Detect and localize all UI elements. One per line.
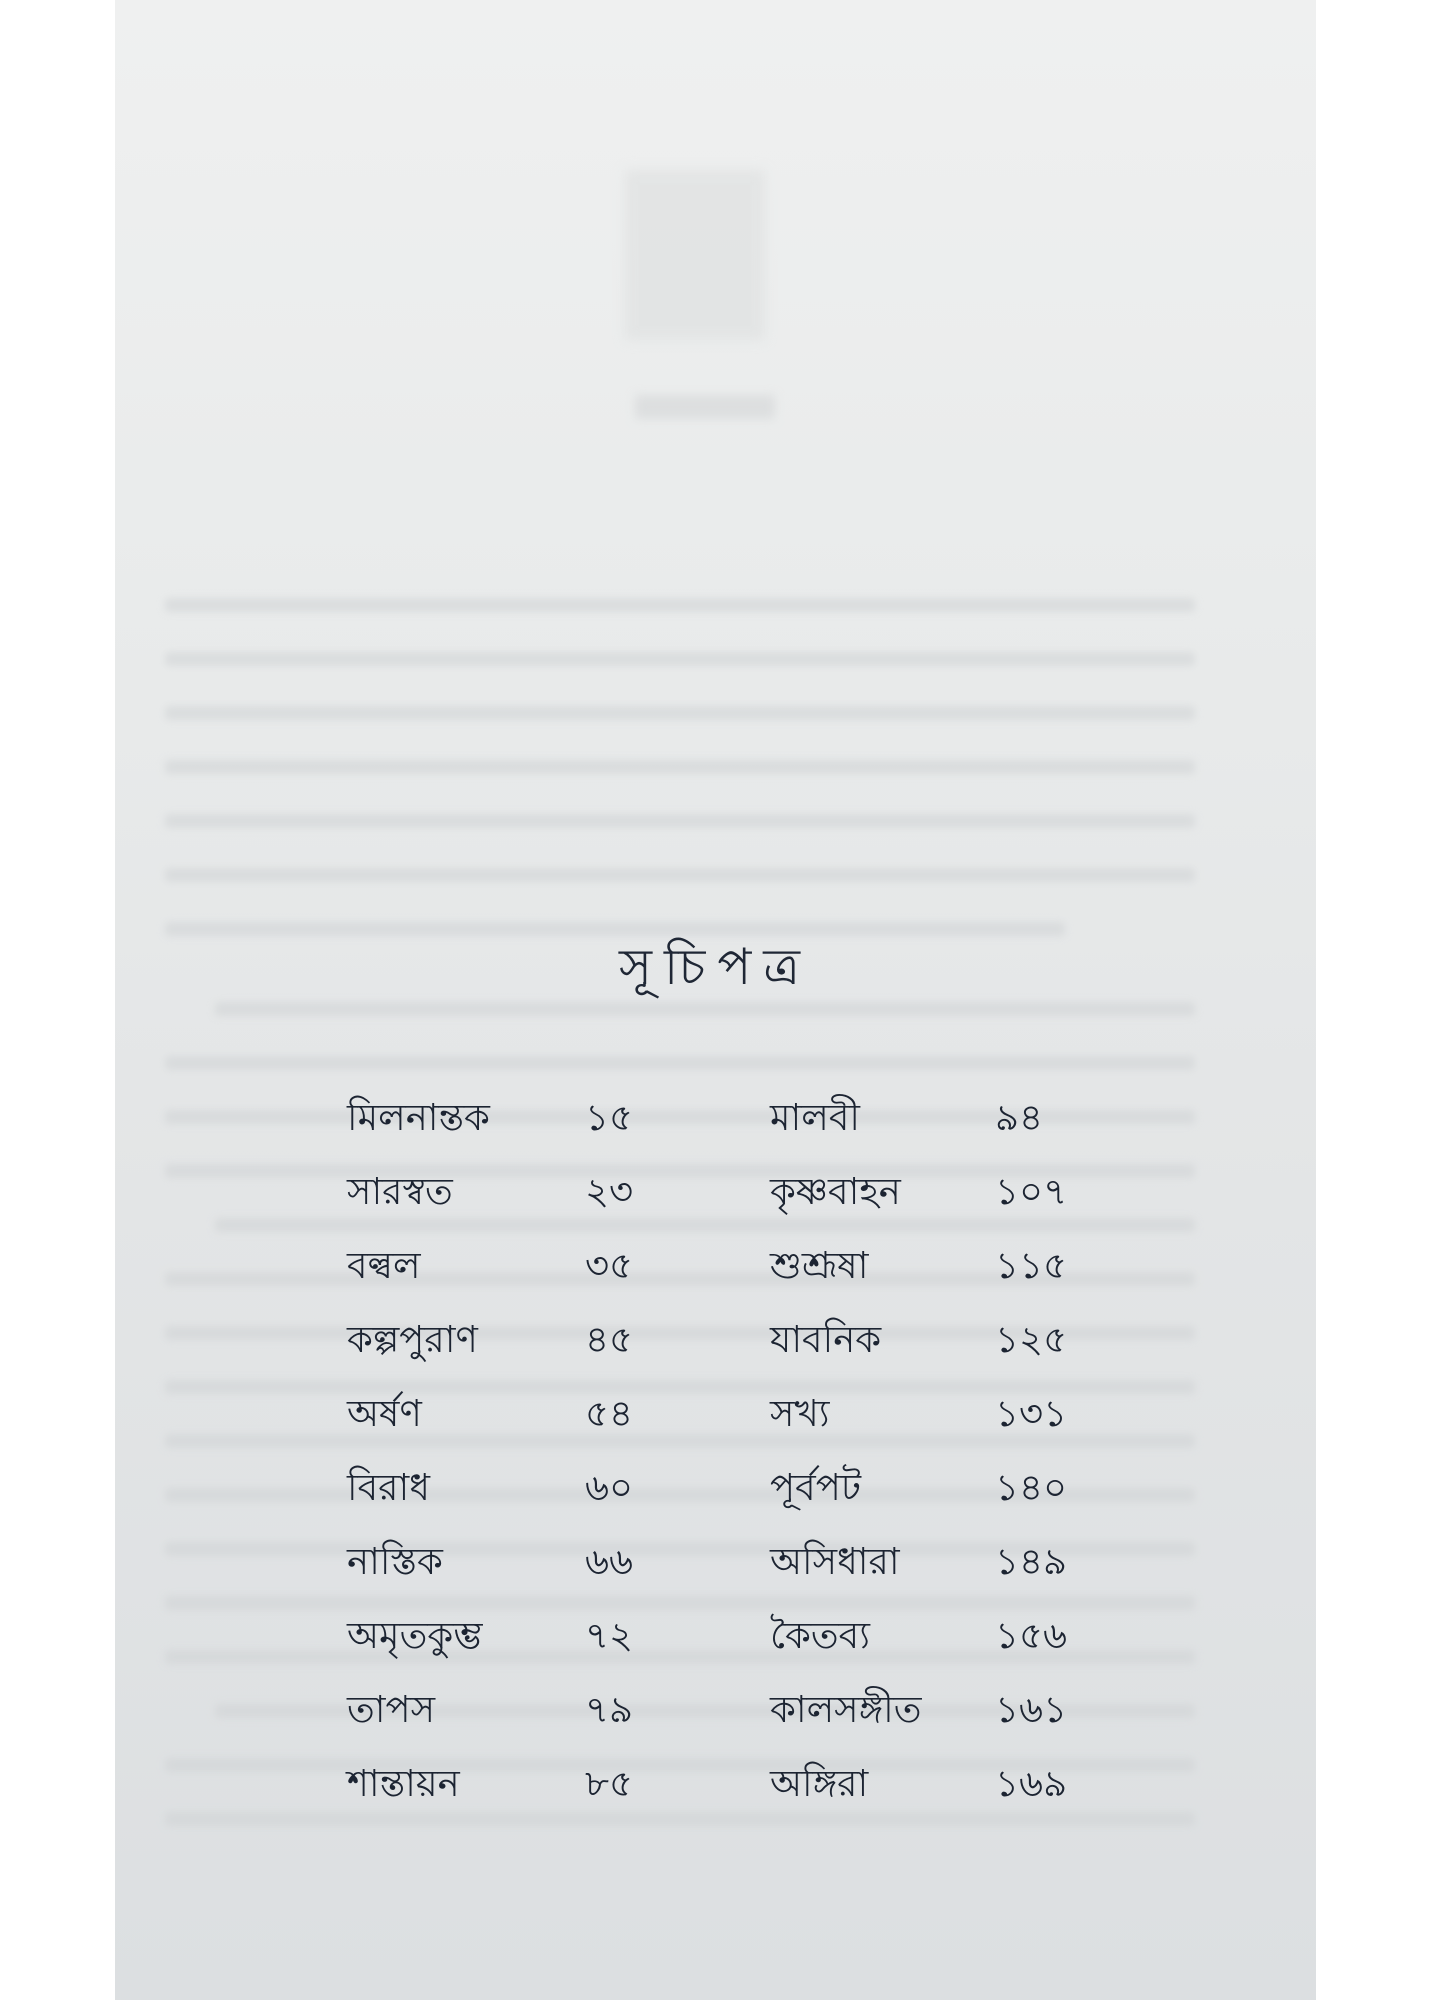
- entry-title: বিরাধ: [347, 1466, 430, 1509]
- contents-row: [115, 1310, 1316, 1370]
- contents-row: [115, 1088, 1316, 1148]
- entry-page-number: ১০৭: [995, 1170, 1068, 1213]
- entry-page-number: ১৬৯: [995, 1762, 1068, 1805]
- entry-title: অঙ্গিরা: [770, 1762, 869, 1805]
- entry-page-number: ১২৫: [995, 1318, 1068, 1361]
- show-through-line: [165, 814, 1195, 828]
- entry-page-number: ১৬১: [995, 1688, 1068, 1731]
- entry-page-number: ৩৫: [585, 1244, 634, 1287]
- entry-page-number: ৪৫: [585, 1318, 634, 1361]
- book-page: [115, 0, 1316, 2000]
- show-through-line: [165, 652, 1195, 666]
- entry-title: মালবী: [770, 1096, 861, 1139]
- entry-title: মিলনান্তক: [347, 1096, 490, 1139]
- entry-title: সখ্য: [770, 1392, 830, 1435]
- entry-title: পূর্বপট: [770, 1466, 861, 1509]
- entry-title: তাপস: [347, 1688, 436, 1731]
- contents-row: [115, 1458, 1316, 1518]
- entry-page-number: ১৪৯: [995, 1540, 1068, 1583]
- entry-page-number: ৮৫: [585, 1762, 634, 1805]
- entry-title: অর্ষণ: [347, 1392, 422, 1435]
- entry-page-number: ২৩: [585, 1170, 634, 1213]
- entry-page-number: ১৫৬: [995, 1614, 1068, 1657]
- entry-page-number: ৬৬: [585, 1540, 634, 1583]
- entry-title: অসিধারা: [770, 1540, 900, 1583]
- scan-margin-right: [1316, 0, 1429, 2000]
- contents-row: [115, 1384, 1316, 1444]
- entry-page-number: ১১৫: [995, 1244, 1068, 1287]
- entry-page-number: ৭৯: [585, 1688, 634, 1731]
- show-through-caption: [635, 395, 775, 419]
- contents-row: [115, 1236, 1316, 1296]
- show-through-line: [165, 760, 1195, 774]
- entry-title: কৃষ্ণবাহন: [770, 1170, 901, 1213]
- entry-title: কৈতব্য: [770, 1614, 870, 1657]
- show-through-line: [165, 1056, 1195, 1070]
- entry-title: নাস্তিক: [347, 1540, 443, 1583]
- entry-title: শুশ্রূষা: [770, 1244, 869, 1287]
- entry-title: সারস্বত: [347, 1170, 453, 1213]
- entry-page-number: ৯৪: [995, 1096, 1044, 1139]
- contents-heading: সূচিপত্র: [619, 938, 812, 996]
- entry-page-number: ৭২: [585, 1614, 634, 1657]
- entry-title: কালসঙ্গীত: [770, 1688, 922, 1731]
- contents-row: [115, 1754, 1316, 1814]
- show-through-line: [165, 598, 1195, 612]
- entry-page-number: ৫৪: [585, 1392, 634, 1435]
- contents-row: [115, 1680, 1316, 1740]
- show-through-line: [165, 706, 1195, 720]
- entry-title: অমৃতকুম্ভ: [347, 1614, 483, 1657]
- entry-page-number: ১৩১: [995, 1392, 1068, 1435]
- entry-title: বল্বল: [347, 1244, 421, 1287]
- entry-page-number: ১৪০: [995, 1466, 1068, 1509]
- entry-title: যাবনিক: [770, 1318, 882, 1361]
- entry-page-number: ৬০: [585, 1466, 634, 1509]
- show-through-line: [165, 868, 1195, 882]
- entry-title: কল্পপুরাণ: [347, 1318, 478, 1361]
- entry-page-number: ১৫: [585, 1096, 634, 1139]
- show-through-emblem: [625, 170, 765, 340]
- contents-row: [115, 1532, 1316, 1592]
- scan-margin-left: [0, 0, 115, 2000]
- contents-row: [115, 1606, 1316, 1666]
- contents-row: [115, 1162, 1316, 1222]
- entry-title: শান্তায়ন: [347, 1762, 460, 1805]
